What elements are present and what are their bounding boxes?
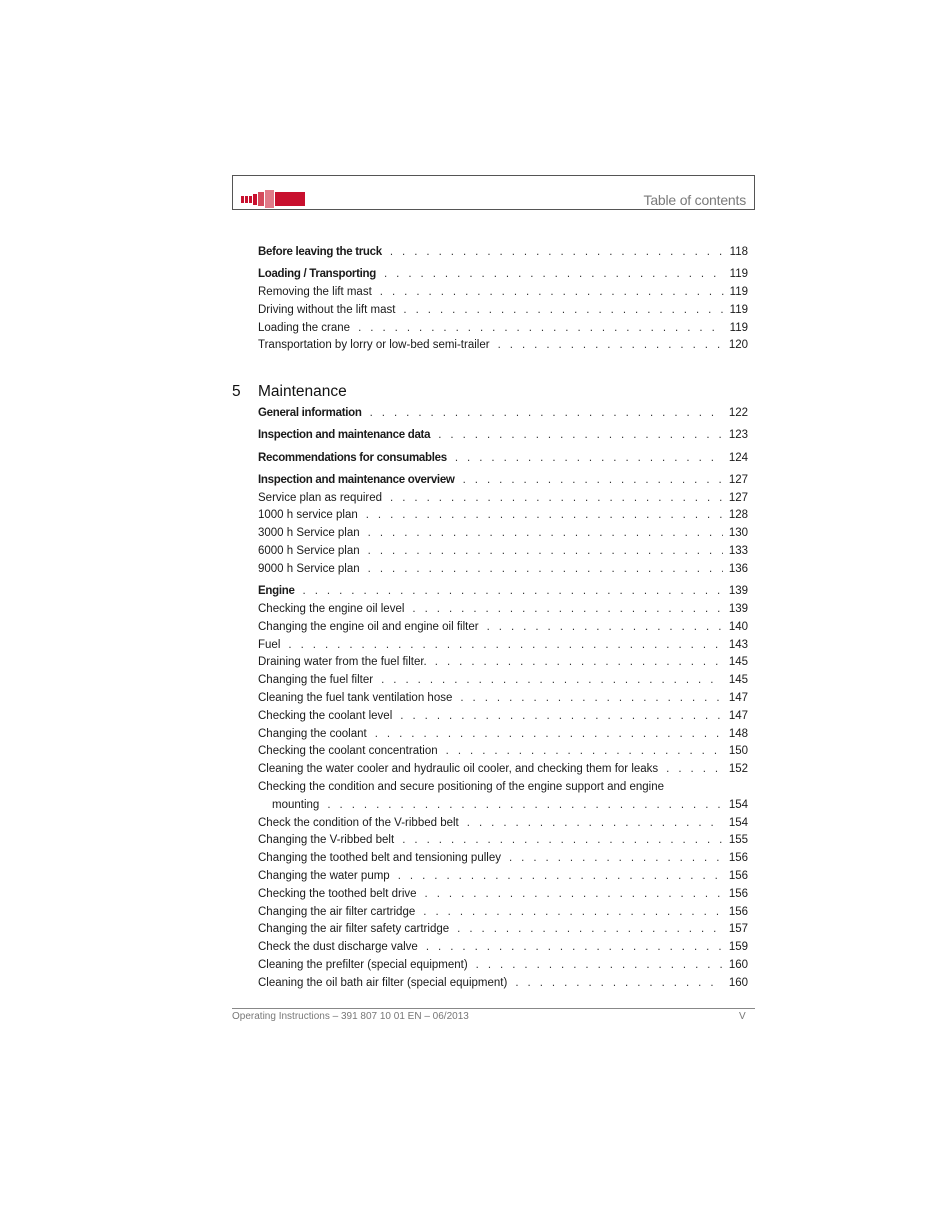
toc-entry[interactable] — [258, 904, 748, 922]
toc-entry-title: Check the dust discharge valve — [258, 941, 418, 954]
dot-leader — [509, 850, 723, 868]
toc-entry[interactable] — [258, 726, 748, 744]
toc-entry-page: 130 — [728, 527, 748, 540]
toc-entry-page: 157 — [728, 923, 748, 936]
toc-entry[interactable] — [258, 921, 748, 939]
dot-leader — [368, 525, 723, 543]
toc-entry[interactable] — [258, 320, 748, 338]
toc-entry-page: 148 — [728, 727, 748, 740]
toc-entry-title: Cleaning the water cooler and hydraulic oil cooler, and checking them for leaks — [258, 763, 659, 776]
toc-entry-title: Loading / Transporting — [258, 268, 376, 281]
dot-leader — [390, 244, 724, 262]
toc-entry-page: 133 — [728, 545, 748, 558]
dot-leader — [366, 507, 723, 525]
section-title: Maintenance — [258, 383, 347, 400]
toc-entry-page: 127 — [728, 473, 748, 486]
toc-entry-page: 156 — [728, 869, 748, 882]
toc-entry[interactable] — [258, 779, 748, 797]
toc-heading-entry[interactable] — [258, 405, 748, 423]
toc-entry[interactable] — [258, 761, 748, 779]
toc-entry-page: 118 — [729, 246, 748, 258]
section-number: 5 — [232, 383, 241, 400]
dot-leader — [426, 939, 723, 957]
dot-leader — [425, 886, 723, 904]
dot-leader — [368, 561, 723, 579]
toc-entry-page: 139 — [728, 585, 748, 598]
toc-entry-title: Loading the crane — [258, 321, 351, 334]
toc-heading-entry[interactable] — [258, 244, 748, 262]
dot-leader — [460, 690, 722, 708]
toc-entry-title: Before leaving the truck — [258, 246, 382, 258]
dot-leader — [327, 797, 723, 815]
toc-entry-title: Removing the lift mast — [258, 286, 372, 299]
toc-entry[interactable] — [258, 284, 748, 302]
toc-entry[interactable] — [258, 886, 748, 904]
toc-entry-page: 119 — [729, 268, 748, 281]
toc-entry[interactable] — [258, 672, 748, 690]
toc-entry[interactable] — [258, 868, 748, 886]
dot-leader — [398, 868, 723, 886]
toc-entry-page: 156 — [728, 887, 748, 900]
toc-entry[interactable] — [258, 302, 748, 320]
toc-entry-page: 154 — [728, 798, 748, 811]
dot-leader — [423, 904, 723, 922]
toc-entry-title: Inspection and maintenance data — [258, 429, 431, 442]
toc-entry[interactable] — [258, 939, 748, 957]
toc-entry-page: 160 — [728, 958, 748, 971]
toc-entry-page: 119 — [729, 286, 748, 299]
toc-entry-title: Engine — [258, 585, 295, 598]
toc-entry-page: 139 — [728, 602, 748, 615]
toc-entry-title: Check the condition of the V-ribbed belt — [258, 816, 459, 829]
toc-heading-entry[interactable] — [258, 450, 748, 468]
toc-entry-page: 143 — [728, 638, 748, 651]
toc-entry-title: Checking the coolant concentration — [258, 745, 438, 758]
toc-entry-title: 9000 h Service plan — [258, 562, 360, 575]
toc-entry[interactable] — [258, 525, 748, 543]
toc-entry[interactable] — [258, 743, 748, 761]
toc-entry-page: 140 — [728, 620, 748, 633]
dot-leader — [390, 490, 723, 508]
toc-entry-page: 156 — [728, 852, 748, 865]
toc-entry-page: 160 — [728, 976, 748, 989]
dot-leader — [457, 921, 723, 939]
toc-entry[interactable] — [258, 957, 748, 975]
toc-entry[interactable] — [258, 507, 748, 525]
toc-entry[interactable] — [258, 832, 748, 850]
toc-entry-title: Changing the fuel filter — [258, 674, 374, 687]
toc-entry[interactable] — [258, 654, 748, 672]
toc-entry-title: Cleaning the oil bath air filter (special equipment) — [258, 976, 508, 989]
toc-entry[interactable] — [258, 543, 748, 561]
toc-heading-entry[interactable] — [258, 583, 748, 601]
dot-leader — [476, 957, 723, 975]
toc-entry-title: Changing the V-ribbed belt — [258, 834, 395, 847]
dot-leader — [467, 815, 723, 833]
page-header — [232, 175, 755, 210]
dot-leader — [381, 672, 723, 690]
toc-entry[interactable] — [258, 690, 748, 708]
dot-leader — [402, 832, 723, 850]
toc-entry-title: 6000 h Service plan — [258, 545, 360, 558]
toc-entry-page: 124 — [728, 451, 748, 464]
toc-entry[interactable] — [258, 708, 748, 726]
toc-entry[interactable] — [258, 490, 748, 508]
dot-leader — [400, 708, 723, 726]
dot-leader — [384, 266, 724, 284]
toc-entry-page: 147 — [728, 691, 748, 704]
header-title: Table of contents — [643, 192, 746, 208]
toc-entry-title: Fuel — [258, 638, 281, 651]
dot-leader — [463, 472, 723, 490]
toc-entry-title: Changing the toothed belt and tensioning pulley — [258, 852, 501, 865]
toc-entry-title: Changing the air filter cartridge — [258, 905, 416, 918]
toc-heading-entry[interactable] — [258, 266, 748, 284]
toc-entry[interactable] — [258, 975, 748, 993]
dot-leader — [412, 601, 722, 619]
footer-divider — [232, 1008, 755, 1009]
dot-leader — [380, 284, 724, 302]
toc-entry-title: Checking the condition and secure positioning of the engine support and engine — [258, 780, 664, 793]
toc-entry-page: 156 — [728, 905, 748, 918]
toc-entry-page: 154 — [728, 816, 748, 829]
toc-entry-title: Changing the coolant — [258, 727, 367, 740]
dot-leader — [368, 543, 723, 561]
toc-entry-title: Driving without the lift mast — [258, 303, 396, 316]
brand-logo-icon — [241, 190, 307, 208]
toc-entry-title: Changing the water pump — [258, 869, 390, 882]
toc-entry-title: Draining water from the fuel filter. — [258, 656, 427, 669]
toc-entry-title: Checking the engine oil level — [258, 602, 405, 615]
toc-entry-page: 147 — [728, 709, 748, 722]
toc-entry[interactable] — [258, 637, 748, 655]
toc-entry-continuation[interactable] — [258, 797, 748, 815]
toc-entry-page: 150 — [728, 745, 748, 758]
toc-entry-title: 1000 h service plan — [258, 509, 358, 522]
dot-leader — [288, 637, 722, 655]
toc-entry-title: Changing the air filter safety cartridge — [258, 923, 450, 936]
toc-entry[interactable] — [258, 815, 748, 833]
dot-leader — [303, 583, 723, 601]
toc-entry-page: 128 — [728, 509, 748, 522]
toc-entry-title: Inspection and maintenance overview — [258, 473, 455, 486]
toc-heading-entry[interactable] — [258, 472, 748, 490]
toc-entry-page: 155 — [728, 834, 748, 847]
toc-entry-page: 145 — [728, 674, 748, 687]
dot-leader — [375, 726, 723, 744]
toc-entry-page: 123 — [728, 429, 748, 442]
dot-leader — [435, 654, 723, 672]
toc-entry-page: 145 — [728, 656, 748, 669]
toc-entry-page: 136 — [728, 562, 748, 575]
toc-entry-title-continuation: mounting — [272, 798, 320, 811]
table-of-contents-maintenance — [258, 405, 748, 993]
toc-heading-entry[interactable] — [258, 427, 748, 445]
dot-leader — [487, 619, 723, 637]
toc-entry-page: 127 — [728, 491, 748, 504]
toc-entry-page: 122 — [728, 407, 748, 419]
dot-leader — [498, 337, 723, 355]
toc-entry-title: Changing the engine oil and engine oil filter — [258, 620, 479, 633]
dot-leader — [446, 743, 723, 761]
dot-leader — [358, 320, 724, 338]
toc-entry[interactable] — [258, 601, 748, 619]
footer-document-id: Operating Instructions – 391 807 10 01 EN – 06/2013 — [232, 1011, 469, 1022]
dot-leader — [438, 427, 723, 445]
toc-entry[interactable] — [258, 850, 748, 868]
toc-entry-title: Cleaning the prefilter (special equipment) — [258, 958, 468, 971]
toc-entry-title: Checking the coolant level — [258, 709, 393, 722]
toc-entry[interactable] — [258, 561, 748, 579]
toc-entry-title: Recommendations for consumables — [258, 451, 447, 464]
toc-entry-title: Transportation by lorry or low-bed semi-trailer — [258, 339, 490, 352]
section-heading — [232, 383, 347, 401]
toc-entry-title: Cleaning the fuel tank ventilation hose — [258, 691, 453, 704]
toc-entry[interactable] — [258, 619, 748, 637]
dot-leader — [455, 450, 723, 468]
toc-entry-page: 152 — [728, 763, 748, 776]
table-of-contents — [258, 244, 748, 355]
dot-leader — [403, 302, 723, 320]
dot-leader — [515, 975, 723, 993]
toc-entry-page: 119 — [729, 303, 748, 316]
toc-entry-page: 119 — [729, 321, 748, 334]
dot-leader — [370, 405, 723, 423]
toc-entry-page: 120 — [728, 339, 748, 352]
toc-entry[interactable] — [258, 337, 748, 355]
toc-entry-title: Checking the toothed belt drive — [258, 887, 417, 900]
toc-entry-title: General information — [258, 407, 362, 419]
toc-entry-title: Service plan as required — [258, 491, 383, 504]
toc-entry-title: 3000 h Service plan — [258, 527, 360, 540]
footer-page-number: V — [739, 1011, 746, 1022]
toc-entry-page: 159 — [728, 941, 748, 954]
dot-leader — [666, 761, 723, 779]
